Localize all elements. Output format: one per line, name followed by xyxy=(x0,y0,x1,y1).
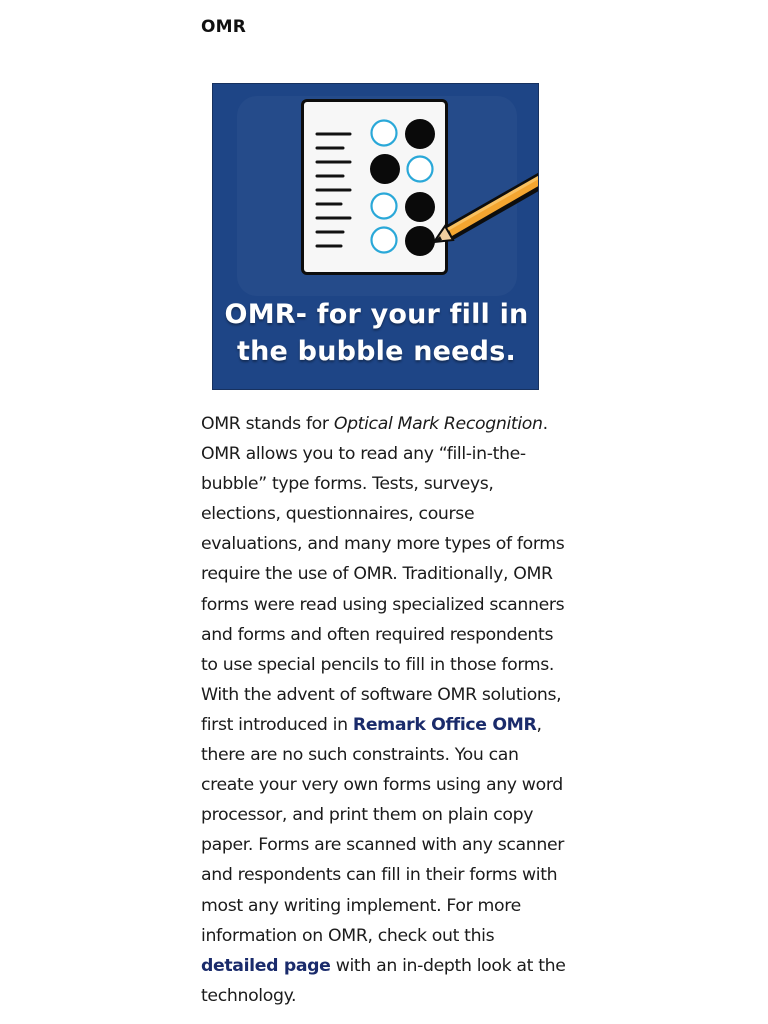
hero-caption-line-2: the bubble needs. xyxy=(237,336,516,367)
intro-emphasis: Optical Mark Recognition xyxy=(333,414,543,434)
filled-bubble-icon xyxy=(405,119,435,149)
empty-bubble-icon xyxy=(372,228,397,253)
empty-bubble-icon xyxy=(408,157,433,182)
form-lines xyxy=(317,134,350,246)
empty-bubble-icon xyxy=(372,121,397,146)
omr-hero-image xyxy=(212,83,539,390)
filled-bubble-icon xyxy=(370,154,400,184)
article-body xyxy=(201,409,569,1011)
article-paragraph xyxy=(201,409,569,1011)
hero-caption xyxy=(213,296,539,370)
pencil-icon xyxy=(434,170,539,242)
detailed-page-link[interactable]: detailed page xyxy=(201,955,331,976)
page-title: OMR xyxy=(201,17,247,37)
paragraph-part-2: , there are no such constraints. You can create your very own forms using any word processor, and print them on plain copy paper. Forms are scanned with any scanner and respondents can fill in their forms with most any writing implement. For more information on OMR, check out this xyxy=(201,714,565,946)
remark-office-omr-link[interactable]: Remark Office OMR xyxy=(352,714,537,735)
filled-bubble-icon xyxy=(405,226,435,256)
paragraph-part-1: . OMR allows you to read any “fill-in-the-bubble” type forms. Tests, surveys, elections, questionnaires, course evaluations, and many more types of forms require the use of OMR. Traditionally, OMR forms were read using specialized scanners and forms and often required respondents to use special pencils to fill in those forms. With the advent of software OMR solutions, first introduced in xyxy=(201,414,565,735)
filled-bubble-icon xyxy=(405,192,435,222)
hero-caption-line-1: OMR- for your fill in xyxy=(224,299,529,330)
empty-bubble-icon xyxy=(372,194,397,219)
paragraph-part-3: with an in-depth look at the technology. xyxy=(201,955,566,1006)
intro-text: OMR stands for xyxy=(201,414,334,434)
